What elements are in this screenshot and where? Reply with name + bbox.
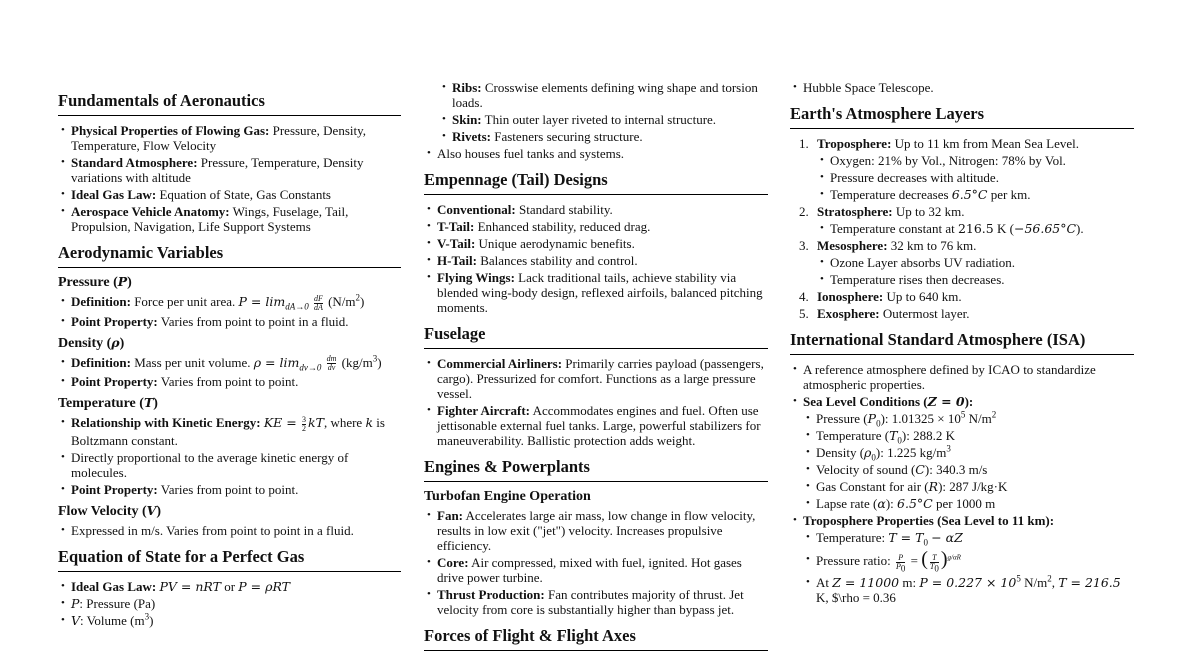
- section-fundamentals: [58, 92, 401, 234]
- list-item: • Fighter Aircraft: Accommodates engines and fuel. Often use jettisonable external fuel tanks. Large, powerful stabilizers for maneuverability. Ballistic protection adds weight.: [424, 403, 768, 448]
- list-item: [424, 80, 768, 144]
- section-title: Earth's Atmosphere Layers: [790, 105, 1134, 129]
- section-fuselage: [424, 325, 768, 448]
- list-item: • Relationship with Kinetic Energy: KE = $\frac{3}{2}$ kT, where k is Boltzmann constant.: [58, 415, 401, 448]
- list-item: • Pressure decreases with altitude.: [817, 170, 1134, 185]
- list-item: • Directly proportional to the average kinetic energy of molecules.: [58, 450, 401, 480]
- stratosphere-sublist: [817, 221, 1134, 236]
- fundamentals-list: [58, 123, 401, 234]
- list-item: • Expressed in m/s. Varies from point to point in a fluid.: [58, 523, 401, 538]
- list-item: • Ribs: Crosswise elements defining wing shape and torsion loads.: [439, 80, 768, 110]
- layers-list: [790, 136, 1134, 321]
- troposphere-sublist: [817, 153, 1134, 202]
- list-item: • Fan: Accelerates large air mass, low change in flow velocity, results in low exit ("jet") velocity. Increases propulsive efficiency.: [424, 508, 768, 553]
- section-engines: [424, 458, 768, 617]
- sea-level-sublist: [803, 411, 1134, 511]
- section-aerodynamic-variables: [58, 244, 401, 538]
- list-item: • Aerospace Vehicle Anatomy: Wings, Fuselage, Tail, Propulsion, Navigation, Life Support Systems: [58, 204, 401, 234]
- list-item: • Commercial Airliners: Primarily carries payload (passengers, cargo). Pressurized for comfort. Functions as a large pressure vessel.: [424, 356, 768, 401]
- fraction: $\frac{3}{2}$: [302, 414, 307, 433]
- subsection-flow-velocity: Flow Velocity (V): [58, 502, 162, 519]
- list-item: • Ideal Gas Law: Equation of State, Gas Constants: [58, 187, 401, 202]
- list-item: • Skin: Thin outer layer riveted to internal structure.: [439, 112, 768, 127]
- list-item: • Density $(\rho_0)$: 1.225 $kg/m^3$: [803, 445, 1134, 460]
- list-item: 1. Troposphere: Up to 11 km from Mean Sea Level. • Oxygen: 21% by Vol., Nitrogen: 78% by Vol. • Pressure decreases with altitude. • Temperature decreases 6.5°C per km.: [790, 136, 1134, 202]
- list-item: • Core: Air compressed, mixed with fuel, ignited. Hot gases drive power turbine.: [424, 555, 768, 585]
- list-item: • Physical Properties of Flowing Gas: Pressure, Density, Temperature, Flow Velocity: [58, 123, 401, 153]
- list-item: • Ozone Layer absorbs UV radiation.: [817, 255, 1134, 270]
- subsection-turbofan: Turbofan Engine Operation: [424, 489, 591, 504]
- fuselage-list: [424, 356, 768, 448]
- list-item: • T-Tail: Enhanced stability, reduced drag.: [424, 219, 768, 234]
- mesosphere-sublist: [817, 255, 1134, 287]
- section-empennage: [424, 171, 768, 315]
- list-item: • At Z = 11000 m: $P = 0.227 \times 10^5$ $N/m^2$, T = 216.5 K, $\rho = 0.36: [803, 575, 1134, 605]
- wing-sublist: [424, 80, 768, 144]
- column-3: [790, 80, 1134, 615]
- velocity-list: [58, 523, 401, 538]
- list-item: • Gas Constant for air (R): 287 J/kg·K: [803, 479, 1134, 494]
- temperature-list: [58, 415, 401, 497]
- section-wing-structure-continued: [424, 80, 768, 161]
- list-item: 5. Exosphere: Outermost layer.: [799, 306, 970, 321]
- list-item: 4. Ionosphere: Up to 640 km.: [799, 289, 962, 304]
- section-title: International Standard Atmosphere (ISA): [790, 331, 1134, 355]
- list-item: • A reference atmosphere defined by ICAO to standardize atmospheric properties.: [790, 362, 1134, 392]
- list-item: 2. Stratosphere: Up to 32 km. • Temperature constant at 216.5 K (−56.65°C).: [790, 204, 1134, 236]
- list-item: • V-Tail: Unique aerodynamic benefits.: [424, 236, 768, 251]
- list-item: • Temperature: $T = T_0 - \alpha Z$: [803, 530, 1134, 545]
- section-forces: [424, 627, 768, 651]
- list-item: • Hubble Space Telescope.: [790, 80, 1134, 95]
- fraction: $\frac{dm}{dv}$: [326, 354, 337, 373]
- list-item: • Flying Wings: Lack traditional tails, achieve stability via blended wing-body design, reflexed airfoils, balanced pitching moments.: [424, 270, 768, 315]
- section-isa: [790, 331, 1134, 605]
- section-equation-of-state: [58, 548, 401, 628]
- list-item: • H-Tail: Balances stability and control.: [424, 253, 768, 268]
- wing-list: [424, 80, 768, 161]
- list-item: • Point Property: Varies from point to point.: [58, 374, 401, 389]
- list-item: • V: Volume $(m^3)$: [58, 613, 401, 628]
- list-item: • Standard Atmosphere: Pressure, Temperature, Density variations with altitude: [58, 155, 401, 185]
- list-item: • Definition: Force per unit area. $P = \lim_{dA\to 0}$ $\frac{dF}{dA}$ $(N/m^2)$: [58, 294, 401, 312]
- section-title: Aerodynamic Variables: [58, 244, 401, 268]
- section-atmosphere-layers: [790, 105, 1134, 321]
- troposphere-properties-sublist: [803, 530, 1134, 605]
- list-item: • Pressure ratio: $\frac{P}{P_0}$ = ( $\frac{T}{T_0}$ )$^{g/\alpha R}$: [803, 547, 1134, 573]
- empennage-list: [424, 202, 768, 315]
- subsection-pressure: Pressure (P): [58, 274, 132, 290]
- column-1: [58, 92, 401, 638]
- section-title: Engines & Powerplants: [424, 458, 768, 482]
- section-title: Fuselage: [424, 325, 768, 349]
- subsection-temperature: Temperature (T): [58, 395, 158, 412]
- column-2: [424, 80, 768, 661]
- fraction: $\frac{P}{P_0}$: [895, 552, 906, 574]
- section-previous-continued: [790, 80, 1134, 95]
- section-title: Empennage (Tail) Designs: [424, 171, 768, 195]
- list-item: • Temperature constant at 216.5 K (−56.65°C).: [817, 221, 1134, 236]
- fraction: $\frac{dF}{dA}$: [313, 293, 323, 312]
- list-item: 3. Mesosphere: 32 km to 76 km. • Ozone Layer absorbs UV radiation. • Temperature rises then decreases.: [790, 238, 1134, 287]
- isa-list: [790, 362, 1134, 605]
- list-item: • Ideal Gas Law: PV = nRT or P = ρRT: [58, 579, 401, 594]
- state-list: [58, 579, 401, 628]
- list-item: • Pressure $(P_0)$: $1.01325 \times 10^5$ $N/m^2$: [803, 411, 1134, 426]
- list-item: • Temperature $(T_0)$: 288.2 K: [803, 428, 1134, 443]
- list-item: • Point Property: Varies from point to point.: [58, 482, 401, 497]
- section-title: Equation of State for a Perfect Gas: [58, 548, 401, 572]
- pressure-list: [58, 294, 401, 329]
- list-item: • Temperature decreases 6.5°C per km.: [817, 187, 1134, 202]
- list-item: • Conventional: Standard stability.: [424, 202, 768, 217]
- engines-list: [424, 508, 768, 617]
- list-item: • Sea Level Conditions (Z = 0): • Pressure $(P_0)$: $1.01325 \times 10^5$ $N/m^2$ • Temperature $(T_0)$: 288.2 K • Density $(\rho_0)$: 1.225 $kg/m^3$ • Velocity of sound (C): 340.3 m/s • Gas Constant for air (R): 287 J/kg·K • Lapse rate (α): 6.5°C per 1000 m: [790, 394, 1134, 511]
- list-item: • Rivets: Fasteners securing structure.: [439, 129, 768, 144]
- list-item: • Definition: Mass per unit volume. $\rho = \lim_{dv\to 0}$ $\frac{dm}{dv}$ $(kg/m^3)$: [58, 355, 401, 373]
- list-item: • Troposphere Properties (Sea Level to 11 km): • Temperature: $T = T_0 - \alpha Z$ • Pressure ratio: $\frac{P}{P_0}$ = ( $\frac{T}{T_0}$ )$^{g/\alpha R}$ • At Z = 11000 m: $P = 0.227 \times 10^5$ $N/m^2$, T = 216.5 K, $\rho = 0.36: [790, 513, 1134, 605]
- list-item: • Oxygen: 21% by Vol., Nitrogen: 78% by Vol.: [817, 153, 1134, 168]
- list-item: • Thrust Production: Fan contributes majority of thrust. Jet velocity from core is substantially higher than bypass jet.: [424, 587, 768, 617]
- section-title: Forces of Flight & Flight Axes: [424, 627, 768, 651]
- continued-list: [790, 80, 1134, 95]
- list-item: • P: Pressure (Pa): [58, 596, 401, 611]
- list-item: • Also houses fuel tanks and systems.: [424, 146, 768, 161]
- list-item: • Lapse rate (α): 6.5°C per 1000 m: [803, 496, 1134, 511]
- density-list: [58, 355, 401, 390]
- list-item: • Velocity of sound (C): 340.3 m/s: [803, 462, 1134, 477]
- section-title: Fundamentals of Aeronautics: [58, 92, 401, 116]
- subsection-density: Density (ρ): [58, 334, 125, 351]
- list-item: • Point Property: Varies from point to point in a fluid.: [58, 314, 401, 329]
- list-item: • Temperature rises then decreases.: [817, 272, 1134, 287]
- fraction: $\frac{T}{T_0}$: [929, 552, 939, 574]
